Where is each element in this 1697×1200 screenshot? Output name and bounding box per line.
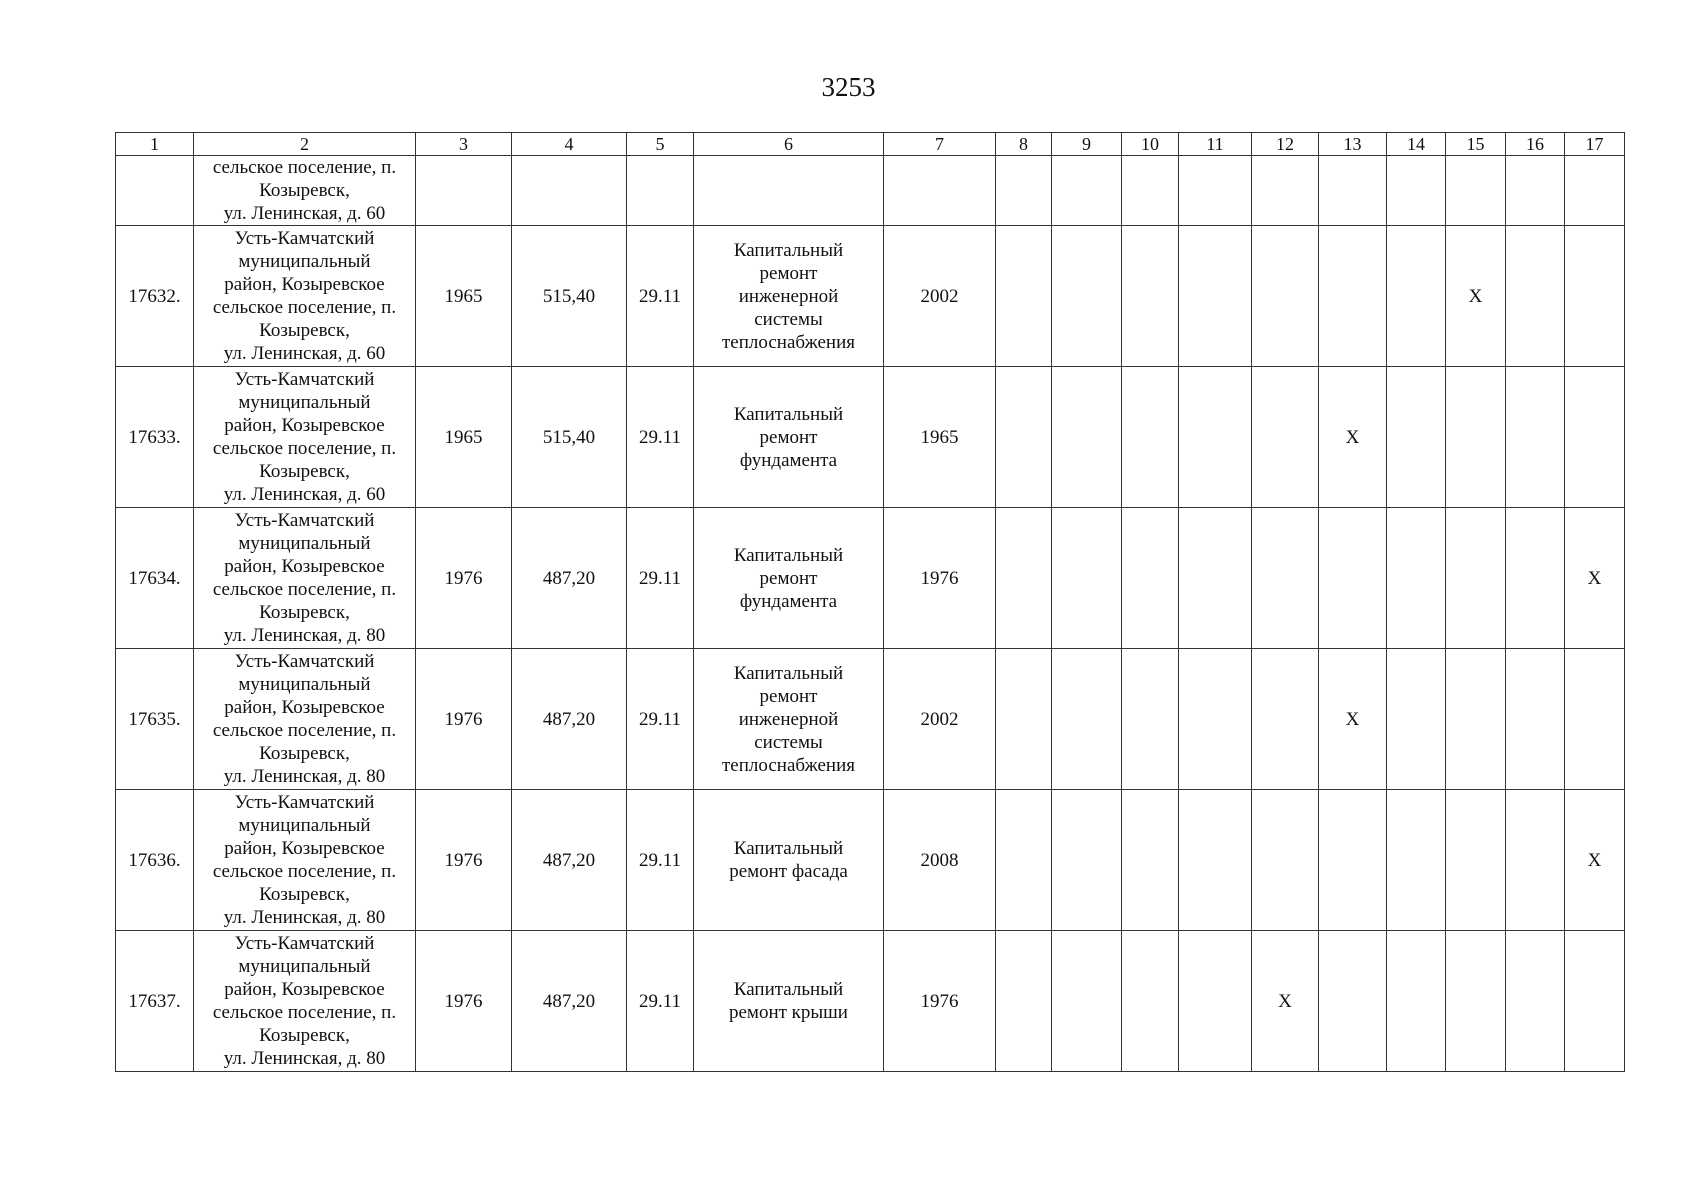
- address-line: ул. Ленинская, д. 60: [223, 343, 386, 364]
- year-built: 1976: [416, 931, 512, 1072]
- address-line: Усть-Камчатский: [234, 933, 375, 954]
- work-line: ремонт: [759, 685, 818, 707]
- year-built: 1965: [416, 367, 512, 508]
- address-line: ул. Ленинская, д. 80: [223, 766, 386, 787]
- work-line: Капитальный: [733, 544, 844, 566]
- empty-cell: [1387, 508, 1446, 649]
- empty-cell: [1052, 649, 1122, 790]
- address-line: район, Козыревское: [224, 415, 385, 436]
- work-line: Капитальный: [733, 239, 844, 261]
- address-cell: [194, 508, 416, 649]
- address-line: район, Козыревское: [224, 274, 385, 295]
- empty-cell: [1179, 508, 1252, 649]
- work-line: инженерной: [738, 708, 839, 730]
- empty-cell: [1252, 649, 1319, 790]
- col5-value: 29.11: [627, 931, 694, 1072]
- address-line: Козыревск,: [259, 461, 350, 482]
- empty-cell: [1252, 508, 1319, 649]
- work-line: Капитальный: [733, 662, 844, 684]
- cell-col-10: [1122, 156, 1179, 226]
- address-line: муниципальный: [238, 956, 371, 977]
- empty-cell: [1446, 790, 1506, 931]
- cell-col-1: [116, 156, 194, 226]
- column-number-5: 5: [627, 133, 694, 156]
- work-type: [694, 367, 884, 508]
- record-id: 17636.: [116, 790, 194, 931]
- year-last-repair: 1965: [884, 367, 996, 508]
- empty-cell: [1252, 790, 1319, 931]
- page-number: 3253: [821, 72, 876, 102]
- year-last-repair: 2002: [884, 226, 996, 367]
- column-number-7: 7: [884, 133, 996, 156]
- cell-col-11: [1179, 156, 1252, 226]
- column-number-12: 12: [1252, 133, 1319, 156]
- record-id: 17637.: [116, 931, 194, 1072]
- cell-col-3: [416, 156, 512, 226]
- column-number-4: 4: [512, 133, 627, 156]
- empty-cell: [1252, 367, 1319, 508]
- mark-cell: X: [1446, 226, 1506, 367]
- empty-cell: [1179, 367, 1252, 508]
- empty-cell: [1319, 931, 1387, 1072]
- address-line: ул. Ленинская, д. 80: [223, 1048, 386, 1069]
- work-line: ремонт: [759, 262, 818, 284]
- cell-col-5: [627, 156, 694, 226]
- empty-cell: [1387, 931, 1446, 1072]
- mark-cell: X: [1565, 508, 1625, 649]
- column-number-11: 11: [1179, 133, 1252, 156]
- empty-cell: [1122, 367, 1179, 508]
- empty-cell: [1387, 226, 1446, 367]
- col5-value: 29.11: [627, 790, 694, 931]
- cell-col-2: [194, 156, 416, 226]
- address-line: муниципальный: [238, 392, 371, 413]
- cell-col-6: [694, 156, 884, 226]
- empty-cell: [1122, 226, 1179, 367]
- cell-col-14: [1387, 156, 1446, 226]
- address-line: Усть-Камчатский: [234, 792, 375, 813]
- address-line: муниципальный: [238, 674, 371, 695]
- column-number-13: 13: [1319, 133, 1387, 156]
- work-line: фундамента: [739, 590, 838, 612]
- empty-cell: [1179, 226, 1252, 367]
- year-last-repair: 1976: [884, 508, 996, 649]
- cell-col-17: [1565, 156, 1625, 226]
- address-line: ул. Ленинская, д. 80: [223, 907, 386, 928]
- year-built: 1965: [416, 226, 512, 367]
- address-line: Усть-Камчатский: [234, 228, 375, 249]
- work-line: теплоснабжения: [722, 331, 855, 353]
- address-line: сельское поселение, п.: [212, 720, 397, 741]
- empty-cell: [1252, 226, 1319, 367]
- empty-cell: [1122, 508, 1179, 649]
- work-type: [694, 931, 884, 1072]
- work-line: ремонт крыши: [729, 1002, 848, 1023]
- column-number-row: [116, 133, 1625, 156]
- empty-cell: [1319, 226, 1387, 367]
- table-row: [116, 508, 1625, 649]
- empty-cell: [1122, 931, 1179, 1072]
- area-value: 487,20: [512, 790, 627, 931]
- data-table: [115, 132, 1625, 1072]
- address-line: Усть-Камчатский: [234, 510, 375, 531]
- column-number-17: 17: [1565, 133, 1625, 156]
- empty-cell: [1179, 931, 1252, 1072]
- empty-cell: [1387, 790, 1446, 931]
- area-value: 515,40: [512, 226, 627, 367]
- area-value: 487,20: [512, 508, 627, 649]
- empty-cell: [1052, 508, 1122, 649]
- work-line: Капитальный: [733, 838, 844, 859]
- table-row: [116, 790, 1625, 931]
- cell-col-8: [996, 156, 1052, 226]
- address-line: Усть-Камчатский: [234, 369, 375, 390]
- empty-cell: [1179, 790, 1252, 931]
- address-cell: [194, 367, 416, 508]
- address-line: сельское поселение, п.: [212, 297, 397, 318]
- record-id: 17635.: [116, 649, 194, 790]
- record-id: 17633.: [116, 367, 194, 508]
- cell-col-16: [1506, 156, 1565, 226]
- empty-cell: [1319, 508, 1387, 649]
- year-last-repair: 2008: [884, 790, 996, 931]
- table-body: [116, 133, 1625, 1072]
- empty-cell: [1052, 790, 1122, 931]
- mark-cell: X: [1319, 649, 1387, 790]
- empty-cell: [1506, 931, 1565, 1072]
- work-type: [694, 649, 884, 790]
- column-number-3: 3: [416, 133, 512, 156]
- table-row-continuation: [116, 156, 1625, 226]
- empty-cell: [1052, 226, 1122, 367]
- work-line: системы: [754, 308, 823, 330]
- column-number-9: 9: [1052, 133, 1122, 156]
- year-last-repair: 2002: [884, 649, 996, 790]
- empty-cell: [1565, 226, 1625, 367]
- column-number-10: 10: [1122, 133, 1179, 156]
- empty-cell: [996, 790, 1052, 931]
- mark-cell: X: [1565, 790, 1625, 931]
- work-line: ремонт: [759, 567, 818, 589]
- address-line: ул. Ленинская, д. 60: [223, 203, 386, 224]
- address-line: сельское поселение, п.: [212, 579, 397, 600]
- empty-cell: [1387, 649, 1446, 790]
- address-line: район, Козыревское: [224, 979, 385, 1000]
- empty-cell: [1565, 931, 1625, 1072]
- address-line: сельское поселение, п.: [212, 861, 397, 882]
- address-line: район, Козыревское: [224, 697, 385, 718]
- work-type: [694, 226, 884, 367]
- col5-value: 29.11: [627, 508, 694, 649]
- work-type: [694, 790, 884, 931]
- empty-cell: [1506, 790, 1565, 931]
- empty-cell: [996, 367, 1052, 508]
- year-built: 1976: [416, 790, 512, 931]
- address-cell: [194, 649, 416, 790]
- empty-cell: [996, 508, 1052, 649]
- empty-cell: [1122, 649, 1179, 790]
- area-value: 487,20: [512, 649, 627, 790]
- empty-cell: [1446, 649, 1506, 790]
- table-row: [116, 931, 1625, 1072]
- column-number-16: 16: [1506, 133, 1565, 156]
- record-id: 17632.: [116, 226, 194, 367]
- empty-cell: [1387, 367, 1446, 508]
- col5-value: 29.11: [627, 649, 694, 790]
- empty-cell: [1506, 226, 1565, 367]
- column-number-15: 15: [1446, 133, 1506, 156]
- work-line: Капитальный: [733, 979, 844, 1000]
- cell-col-9: [1052, 156, 1122, 226]
- col5-value: 29.11: [627, 367, 694, 508]
- table-row: [116, 649, 1625, 790]
- cell-col-12: [1252, 156, 1319, 226]
- column-number-8: 8: [996, 133, 1052, 156]
- empty-cell: [1506, 649, 1565, 790]
- year-built: 1976: [416, 508, 512, 649]
- column-number-14: 14: [1387, 133, 1446, 156]
- empty-cell: [1506, 367, 1565, 508]
- address-line: Козыревск,: [259, 884, 350, 905]
- column-number-6: 6: [694, 133, 884, 156]
- address-line: сельское поселение, п.: [212, 438, 397, 459]
- work-line: Капитальный: [733, 403, 844, 425]
- address-line: муниципальный: [238, 815, 371, 836]
- address-line: ул. Ленинская, д. 60: [223, 484, 386, 505]
- address-line: Козыревск,: [259, 602, 350, 623]
- record-id: 17634.: [116, 508, 194, 649]
- address-line: район, Козыревское: [224, 556, 385, 577]
- address-line: муниципальный: [238, 251, 371, 272]
- address-line: сельское поселение, п.: [212, 1002, 397, 1023]
- work-line: инженерной: [738, 285, 839, 307]
- address-line: Козыревск,: [259, 320, 350, 341]
- empty-cell: [996, 226, 1052, 367]
- address-line: Козыревск,: [259, 180, 350, 201]
- work-line: системы: [754, 731, 823, 753]
- address-cell: [194, 226, 416, 367]
- empty-cell: [1565, 367, 1625, 508]
- empty-cell: [1122, 790, 1179, 931]
- address-cell: [194, 931, 416, 1072]
- empty-cell: [1446, 508, 1506, 649]
- cell-col-4: [512, 156, 627, 226]
- year-last-repair: 1976: [884, 931, 996, 1072]
- address-cell: [194, 790, 416, 931]
- mark-cell: X: [1252, 931, 1319, 1072]
- column-number-1: 1: [116, 133, 194, 156]
- area-value: 487,20: [512, 931, 627, 1072]
- empty-cell: [1052, 931, 1122, 1072]
- work-line: ремонт фасада: [729, 861, 848, 882]
- empty-cell: [1179, 649, 1252, 790]
- mark-cell: X: [1319, 367, 1387, 508]
- empty-cell: [996, 649, 1052, 790]
- work-type: [694, 508, 884, 649]
- empty-cell: [1052, 367, 1122, 508]
- work-line: фундамента: [739, 449, 838, 471]
- address-line: сельское поселение, п.: [212, 157, 397, 178]
- year-built: 1976: [416, 649, 512, 790]
- empty-cell: [1446, 367, 1506, 508]
- table-row: [116, 367, 1625, 508]
- work-line: ремонт: [759, 426, 818, 448]
- cell-col-13: [1319, 156, 1387, 226]
- empty-cell: [1565, 649, 1625, 790]
- cell-col-15: [1446, 156, 1506, 226]
- address-line: муниципальный: [238, 533, 371, 554]
- address-line: район, Козыревское: [224, 838, 385, 859]
- column-number-2: 2: [194, 133, 416, 156]
- address-line: Козыревск,: [259, 743, 350, 764]
- empty-cell: [1506, 508, 1565, 649]
- empty-cell: [1446, 931, 1506, 1072]
- col5-value: 29.11: [627, 226, 694, 367]
- address-line: ул. Ленинская, д. 80: [223, 625, 386, 646]
- empty-cell: [1319, 790, 1387, 931]
- address-line: Усть-Камчатский: [234, 651, 375, 672]
- area-value: 515,40: [512, 367, 627, 508]
- work-line: теплоснабжения: [722, 754, 855, 776]
- table-row: [116, 226, 1625, 367]
- address-line: Козыревск,: [259, 1025, 350, 1046]
- cell-col-7: [884, 156, 996, 226]
- empty-cell: [996, 931, 1052, 1072]
